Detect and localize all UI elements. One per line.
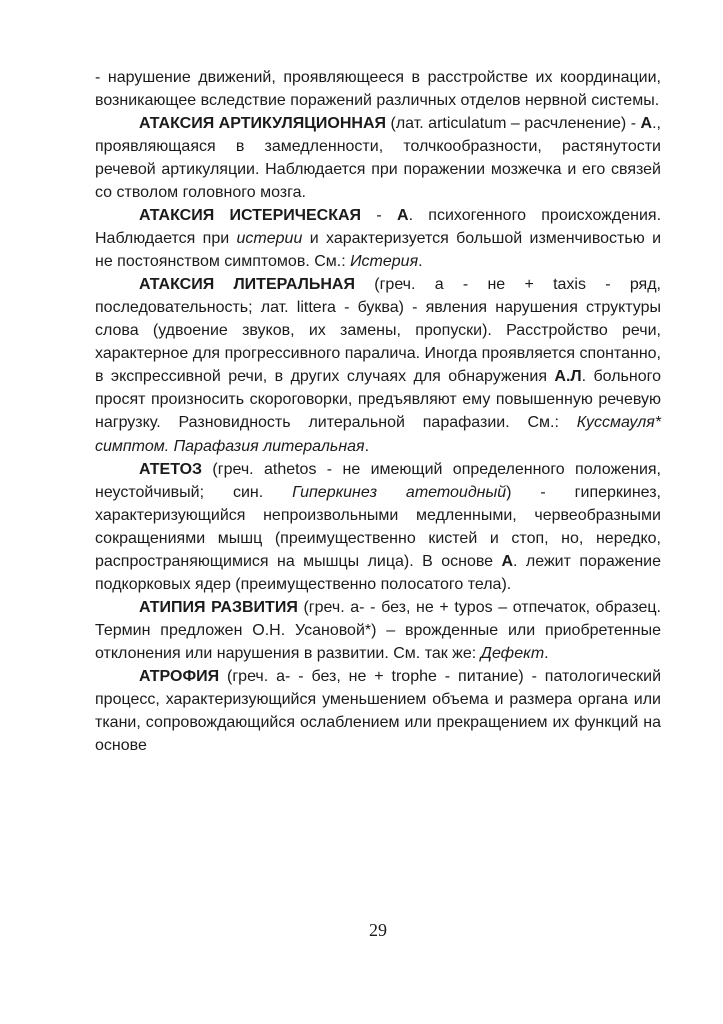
text-segment: А: [640, 115, 653, 133]
text-segment: Дефект: [480, 644, 545, 662]
text-segment: АТИПИЯ РАЗВИТИЯ: [139, 598, 304, 616]
text-segment: А: [501, 552, 514, 570]
paragraph: [95, 66, 661, 112]
text-segment: А.Л: [554, 368, 582, 386]
paragraph: [95, 458, 661, 596]
text-segment: (греч. а- - без, не + trophe - питание) - патологический процесс, характеризующийся уменьшением объема и размера органа или ткани, сопровождающийся ослаблением или прекращением их функций на основе: [95, 667, 662, 754]
text-segment: .: [544, 644, 549, 662]
paragraph: [95, 273, 661, 457]
text-segment: и характеризуется большой изменчивостью и не постоянством симптомов. См.:: [95, 230, 662, 271]
page-number: 29: [369, 920, 387, 940]
paragraph: [95, 665, 661, 757]
text-segment: АТРОФИЯ: [139, 667, 227, 685]
text-segment: АТАКСИЯ ЛИТЕРАЛЬНАЯ: [139, 276, 375, 294]
text-segment: (греч. а- - без, не + typos – отпечаток, образец. Термин предложен О.Н. Усановой*) – врожденные или приобретенные отклонения или нарушения в развитии. См. так же:: [95, 598, 661, 662]
text-segment: (греч. athetos - не имеющий определенного положения, неустойчивый; син.: [95, 460, 661, 501]
paragraph: [95, 112, 661, 204]
text-segment: Гиперкинез атетоидный: [292, 483, 507, 501]
paragraph: [95, 204, 661, 273]
text-segment: . больного просят произносить скороговорки, предъявляют ему повышенную речевую нагрузку. Разновидность литеральной парафазии. См.:: [95, 368, 662, 432]
text-segment: А: [397, 207, 409, 225]
text-segment: (лат. articulatum – расчленение) -: [390, 115, 641, 133]
text-segment: .: [418, 253, 423, 271]
text-segment: - нарушение движений, проявляющееся в расстройстве их координации, возникающее вследствие поражений различных отделов нервной системы.: [95, 69, 661, 110]
text-segment: Куссмауля* симптом. Парафазия литеральная: [95, 414, 661, 455]
text-segment: .: [364, 437, 370, 455]
text-segment: АТЕТОЗ: [139, 460, 213, 478]
text-segment: ) - гиперкинез, характеризующийся непроизвольными медленными, червеобразными сокращениями мышц (преимущественно кистей и стоп, но, нередко, распространяющимися на мышцы лица). В основе: [95, 483, 662, 570]
text-segment: . лежит поражение подкорковых ядер (преимущественно полосатого тела).: [95, 552, 661, 593]
text-segment: -: [361, 207, 397, 225]
page-text: [95, 66, 661, 757]
text-segment: Истерия: [350, 253, 419, 271]
text-segment: ., проявляющаяся в замедленности, толчкообразности, растянутости речевой артикуляции. Наблюдается при поражении мозжечка и его связей со стволом головного мозга.: [95, 115, 661, 202]
text-segment: АТАКСИЯ АРТИКУЛЯЦИОННАЯ: [139, 115, 391, 133]
paragraph: [95, 596, 661, 665]
text-segment: истерии: [236, 230, 303, 248]
text-segment: (греч. a - не + taxis - ряд, последовательность; лат. littera - буква) - явления нарушения структуры слова (удвоение звуков, их замены, пропуски). Расстройство речи, характерное для прогрессивного паралича. Иногда проявляется спонтанно, в экспрессивной речи, в других случаях для обнаружения: [95, 276, 661, 386]
text-segment: АТАКСИЯ ИСТЕРИЧЕСКАЯ: [139, 207, 362, 225]
text-segment: . психогенного происхождения. Наблюдается при: [95, 207, 662, 248]
